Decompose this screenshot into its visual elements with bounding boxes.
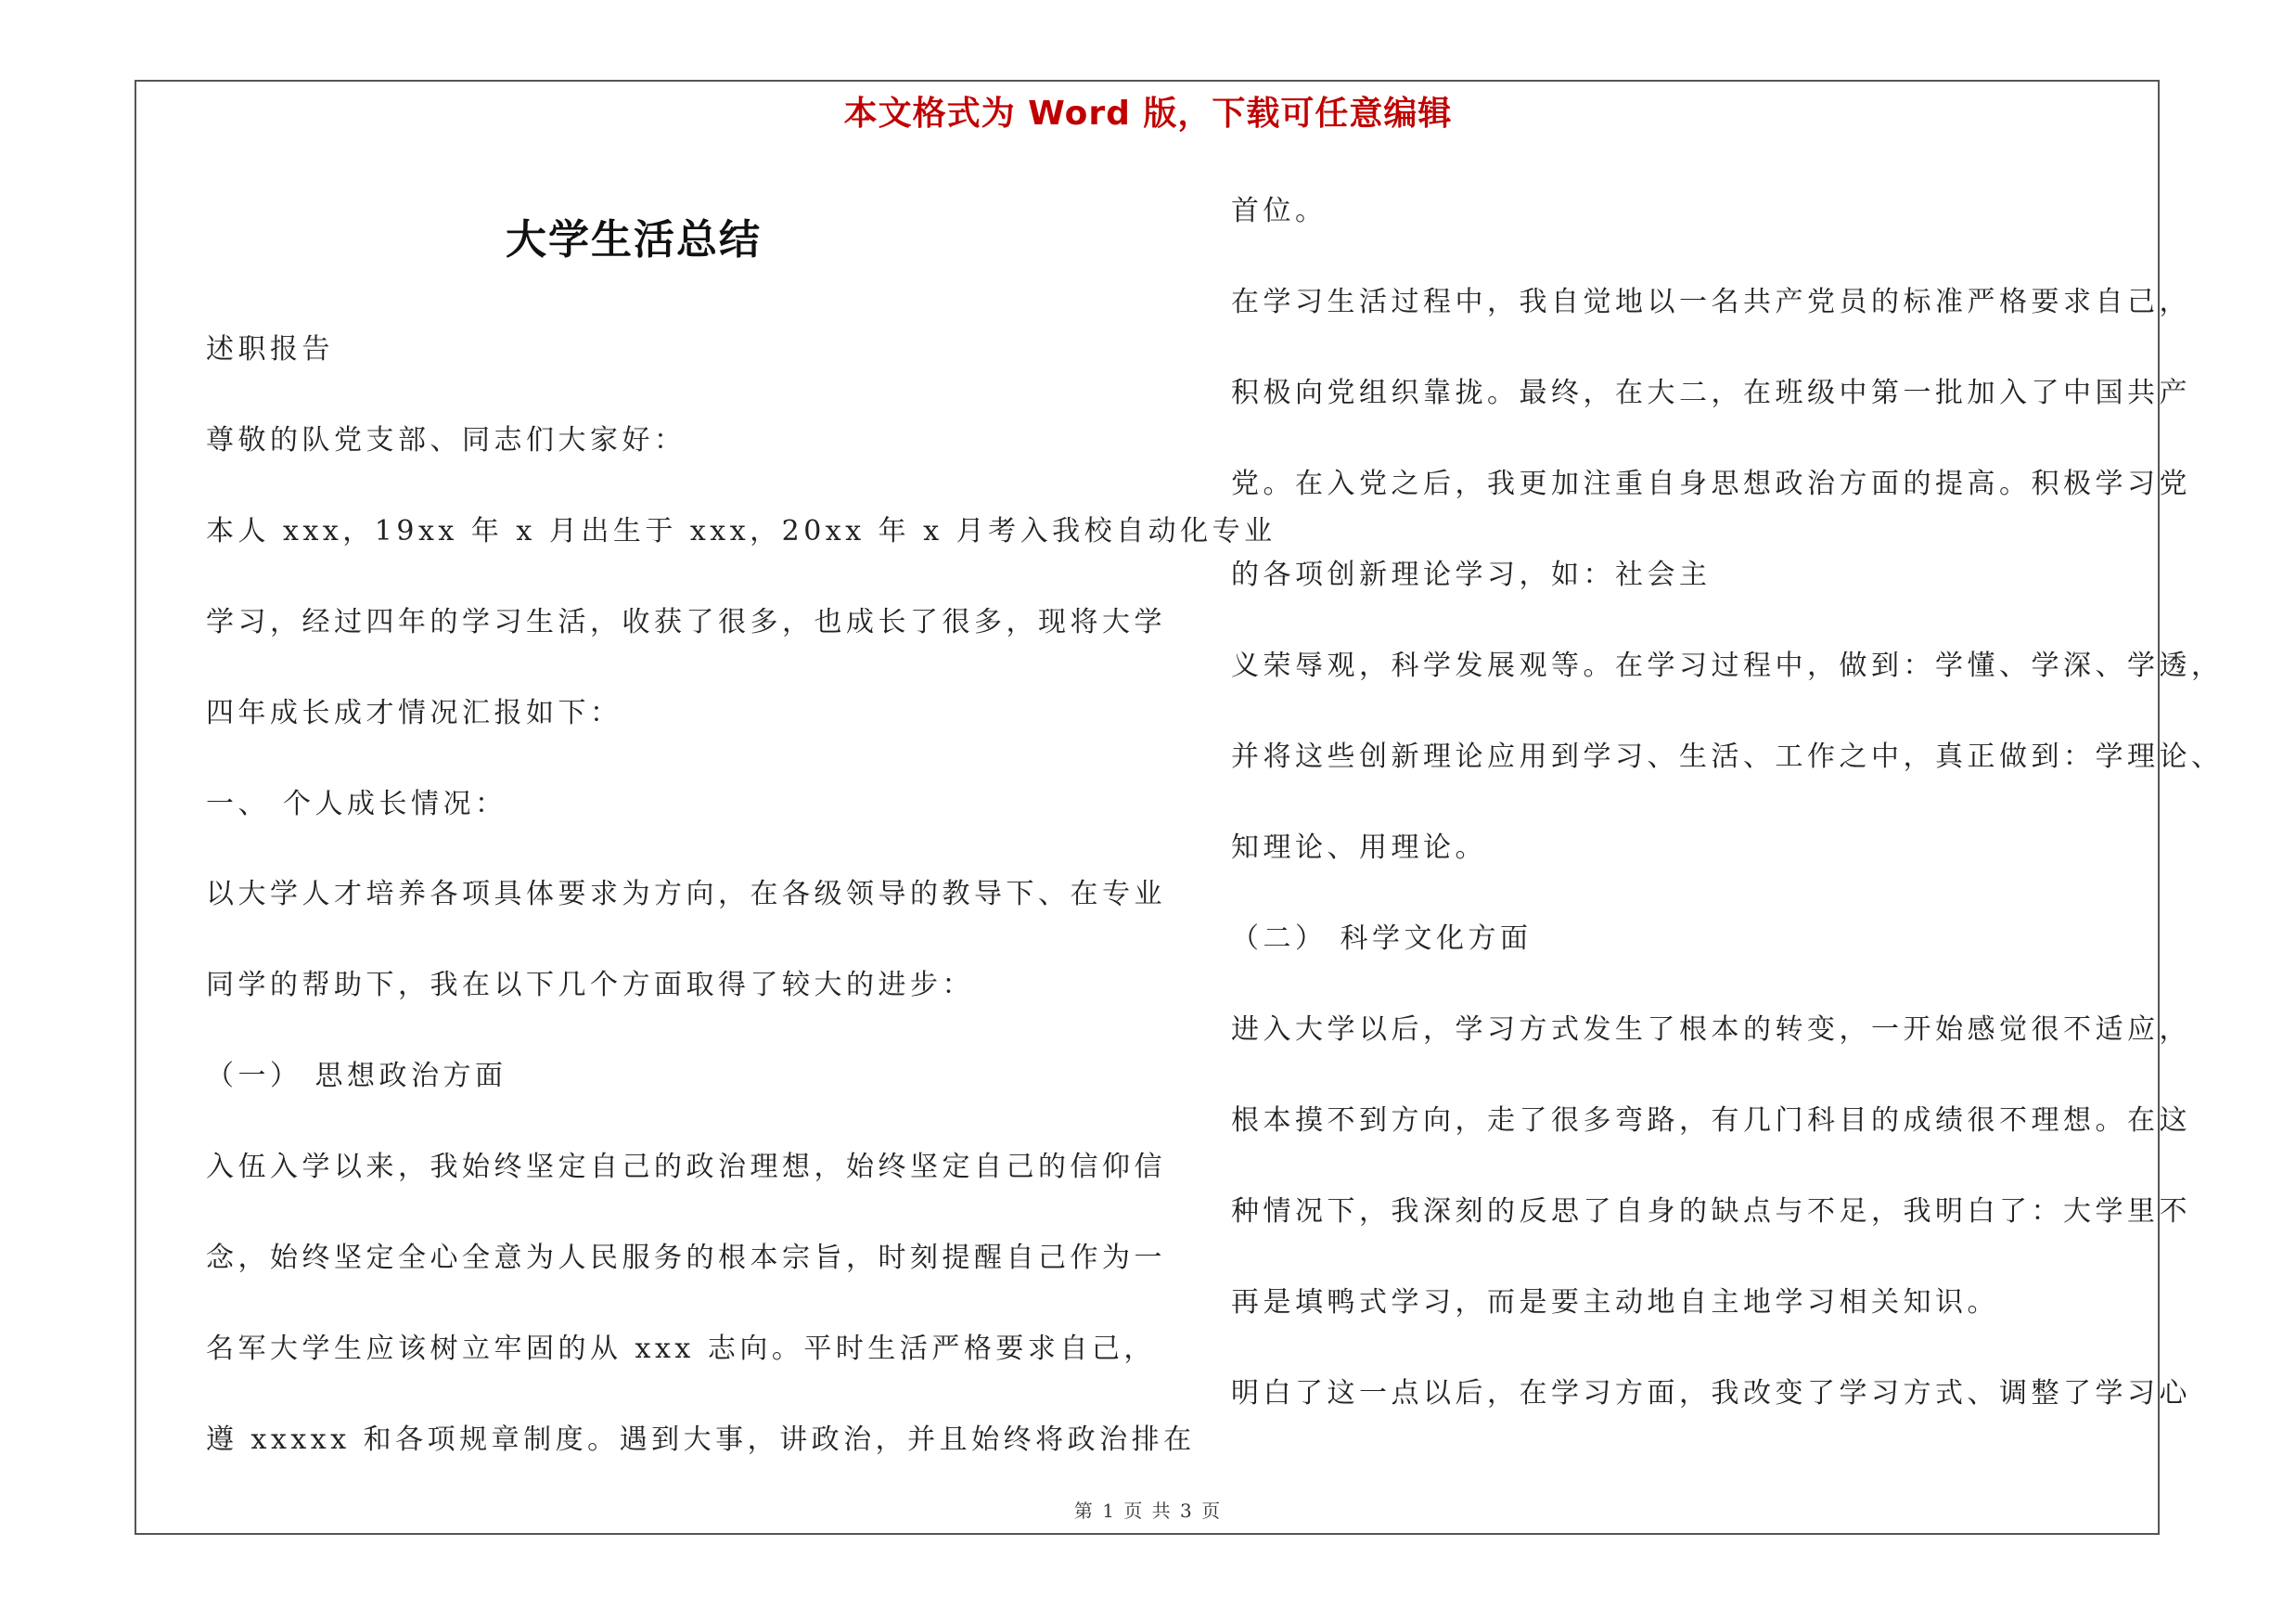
- paragraph-line: 入伍入学以来，我始终坚定自己的政治理想，始终坚定自己的信仰信: [206, 1151, 1166, 1183]
- paragraph-line: 学习，经过四年的学习生活，收获了很多，也成长了很多，现将大学: [206, 606, 1166, 638]
- section-heading: 一、 个人成长情况：: [206, 788, 507, 820]
- paragraph-line: 根本摸不到方向，走了很多弯路，有几门科目的成绩很不理想。在这: [1231, 1104, 2191, 1137]
- format-banner: 本文格式为 Word 版，下载可任意编辑: [843, 95, 1453, 133]
- paragraph-line: 首位。: [1231, 195, 1328, 227]
- paragraph-line: 积极向党组织靠拢。最终，在大二，在班级中第一批加入了中国共产: [1231, 377, 2191, 409]
- paragraph-line: 本人 xxx，19xx 年 x 月出生于 xxx，20xx 年 x 月考入我校自动化专业: [206, 515, 1276, 547]
- paragraph-line: 党。在入党之后，我更加注重自身思想政治方面的提高。积极学习党: [1231, 468, 2191, 500]
- paragraph-line: 同学的帮助下，我在以下几个方面取得了较大的进步：: [206, 969, 974, 1001]
- subsection-heading: （一） 思想政治方面: [206, 1060, 507, 1092]
- paragraph-line: 再是填鸭式学习，而是要主动地自主地学习相关知识。: [1231, 1286, 1999, 1319]
- paragraph-line: 明白了这一点以后，在学习方面，我改变了学习方式、调整了学习心: [1231, 1377, 2191, 1410]
- paragraph-line: 以大学人才培养各项具体要求为方向，在各级领导的教导下、在专业: [206, 878, 1166, 910]
- page-number-footer: 第 1 页 共 3 页: [1073, 1500, 1223, 1522]
- paragraph-line: 名军大学生应该树立牢固的从 xxx 志向。平时生活严格要求自己，: [206, 1333, 1156, 1365]
- paragraph-line: 知理论、用理论。: [1231, 831, 1487, 864]
- paragraph-line: 义荣辱观，科学发展观等。在学习过程中，做到：学懂、学深、学透，: [1231, 650, 2224, 682]
- paragraph-line: 述职报告: [206, 333, 334, 366]
- paragraph-line: 尊敬的队党支部、同志们大家好：: [206, 424, 686, 457]
- paragraph-line: 在学习生活过程中，我自觉地以一名共产党员的标准严格要求自己，: [1231, 286, 2191, 318]
- paragraph-line: 种情况下，我深刻的反思了自身的缺点与不足，我明白了：大学里不: [1231, 1195, 2191, 1228]
- paragraph-line: 念，始终坚定全心全意为人民服务的根本宗旨，时刻提醒自己作为一: [206, 1242, 1166, 1274]
- subsection-heading: （二） 科学文化方面: [1231, 922, 1533, 955]
- document-title: 大学生活总结: [506, 216, 762, 264]
- paragraph-line: 的各项创新理论学习，如：社会主: [1231, 559, 1712, 591]
- paragraph-line: 遵 xxxxx 和各项规章制度。遇到大事，讲政治，并且始终将政治排在: [206, 1423, 1196, 1456]
- paragraph-line: 四年成长成才情况汇报如下：: [206, 697, 622, 729]
- paragraph-line: 进入大学以后，学习方式发生了根本的转变，一开始感觉很不适应，: [1231, 1013, 2191, 1046]
- paragraph-line: 并将这些创新理论应用到学习、生活、工作之中，真正做到：学理论、: [1231, 741, 2224, 773]
